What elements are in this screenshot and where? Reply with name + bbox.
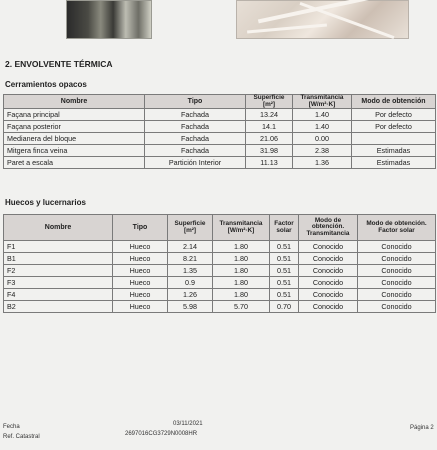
- cell-transmitancia: 5.70: [213, 301, 270, 313]
- table-row: [4, 277, 436, 289]
- cell-tipo: Partición Interior: [145, 157, 246, 169]
- cell-tipo: Hueco: [113, 289, 168, 301]
- huecos-table: [3, 214, 436, 313]
- cell-tipo: Hueco: [113, 277, 168, 289]
- cell-transmitancia: 2.38: [293, 145, 352, 157]
- cell-nombre: Façana posterior: [4, 121, 145, 133]
- cell-tipo: Fachada: [145, 109, 246, 121]
- cell-tipo: Hueco: [113, 265, 168, 277]
- table-row: [4, 289, 436, 301]
- cell-tipo: Fachada: [145, 121, 246, 133]
- opacos-header-row: [4, 95, 436, 109]
- footer-ref-label: Ref. Catastral: [3, 434, 40, 440]
- cell-tipo: Fachada: [145, 133, 246, 145]
- cell-superficie: 2.14: [168, 241, 213, 253]
- section-title: 2. ENVOLVENTE TÉRMICA: [5, 59, 113, 69]
- cell-superficie: 31.98: [246, 145, 293, 157]
- cell-modo-transmitancia: Conocido: [299, 253, 358, 265]
- col-header-tipo: Tipo: [113, 215, 168, 241]
- cell-transmitancia: 1.80: [213, 289, 270, 301]
- footer-fecha-value: 03/11/2021: [173, 421, 203, 427]
- col-header-transmitancia: Transmitancia [W/m²·K]: [293, 95, 352, 109]
- cell-tipo: Hueco: [113, 241, 168, 253]
- cell-modo: Estimadas: [352, 157, 436, 169]
- cell-transmitancia: 1.80: [213, 265, 270, 277]
- cell-modo-factor-solar: Conocido: [358, 253, 436, 265]
- footer-page-number: Página 2: [410, 425, 434, 431]
- footer-ref-value: 2697016CG3729N0008HR: [125, 431, 198, 437]
- cell-modo: Por defecto: [352, 121, 436, 133]
- table-row: [4, 301, 436, 313]
- location-map-image: [236, 0, 409, 39]
- col-header-transmitancia: Transmitancia [W/m²·K]: [213, 215, 270, 241]
- cell-modo-transmitancia: Conocido: [299, 289, 358, 301]
- table-row: [4, 121, 436, 133]
- cell-nombre: Paret a escala: [4, 157, 145, 169]
- cell-nombre: B2: [4, 301, 113, 313]
- cell-superficie: 0.9: [168, 277, 213, 289]
- photo-strip: [0, 0, 437, 42]
- cell-factor-solar: 0.51: [270, 265, 299, 277]
- table-row: [4, 241, 436, 253]
- table-row: [4, 133, 436, 145]
- huecos-header-row: [4, 215, 436, 241]
- cell-factor-solar: 0.51: [270, 253, 299, 265]
- table-row: [4, 145, 436, 157]
- building-photo: [66, 0, 152, 39]
- cell-modo-transmitancia: Conocido: [299, 277, 358, 289]
- cell-nombre: F4: [4, 289, 113, 301]
- cell-tipo: Fachada: [145, 145, 246, 157]
- huecos-title: Huecos y lucernarios: [5, 198, 86, 207]
- cell-nombre: B1: [4, 253, 113, 265]
- cell-factor-solar: 0.70: [270, 301, 299, 313]
- cell-superficie: 21.06: [246, 133, 293, 145]
- cell-tipo: Hueco: [113, 253, 168, 265]
- col-header-modo: Modo de obtención: [352, 95, 436, 109]
- cell-superficie: 1.26: [168, 289, 213, 301]
- cell-nombre: Mitgera finca veina: [4, 145, 145, 157]
- table-row: [4, 109, 436, 121]
- cell-modo-transmitancia: Conocido: [299, 265, 358, 277]
- cell-modo: Por defecto: [352, 109, 436, 121]
- cell-factor-solar: 0.51: [270, 241, 299, 253]
- cell-modo-factor-solar: Conocido: [358, 301, 436, 313]
- cell-modo-factor-solar: Conocido: [358, 265, 436, 277]
- cell-nombre: Façana principal: [4, 109, 145, 121]
- col-header-tipo: Tipo: [145, 95, 246, 109]
- cell-transmitancia: 0.00: [293, 133, 352, 145]
- cell-superficie: 1.35: [168, 265, 213, 277]
- cell-nombre: Medianera del bloque: [4, 133, 145, 145]
- opacos-table: [3, 94, 436, 169]
- table-row: [4, 253, 436, 265]
- cell-superficie: 14.1: [246, 121, 293, 133]
- cell-modo-factor-solar: Conocido: [358, 289, 436, 301]
- cell-superficie: 8.21: [168, 253, 213, 265]
- footer-fecha-label: Fecha: [3, 424, 20, 430]
- cell-modo: [352, 133, 436, 145]
- col-header-factor-solar: Factor solar: [270, 215, 299, 241]
- cell-modo: Estimadas: [352, 145, 436, 157]
- col-header-modo-factor-solar: Modo de obtención. Factor solar: [358, 215, 436, 241]
- cell-nombre: F3: [4, 277, 113, 289]
- col-header-superficie: Superficie [m²]: [168, 215, 213, 241]
- cell-superficie: 5.98: [168, 301, 213, 313]
- cell-factor-solar: 0.51: [270, 289, 299, 301]
- cell-transmitancia: 1.40: [293, 109, 352, 121]
- cell-factor-solar: 0.51: [270, 277, 299, 289]
- cell-modo-factor-solar: Conocido: [358, 277, 436, 289]
- cell-modo-transmitancia: Conocido: [299, 241, 358, 253]
- cell-modo-transmitancia: Conocido: [299, 301, 358, 313]
- col-header-superficie: Superficie [m²]: [246, 95, 293, 109]
- cell-superficie: 13.24: [246, 109, 293, 121]
- cell-transmitancia: 1.40: [293, 121, 352, 133]
- cell-transmitancia: 1.80: [213, 277, 270, 289]
- col-header-modo-transmitancia: Modo de obtención. Transmitancia: [299, 215, 358, 241]
- cell-tipo: Hueco: [113, 301, 168, 313]
- col-header-nombre: Nombre: [4, 95, 145, 109]
- col-header-nombre: Nombre: [4, 215, 113, 241]
- cell-transmitancia: 1.36: [293, 157, 352, 169]
- cell-transmitancia: 1.80: [213, 253, 270, 265]
- cell-transmitancia: 1.80: [213, 241, 270, 253]
- cell-modo-factor-solar: Conocido: [358, 241, 436, 253]
- table-row: [4, 265, 436, 277]
- cell-nombre: F1: [4, 241, 113, 253]
- opacos-title: Cerramientos opacos: [5, 80, 87, 89]
- table-row: [4, 157, 436, 169]
- cell-nombre: F2: [4, 265, 113, 277]
- cell-superficie: 11.13: [246, 157, 293, 169]
